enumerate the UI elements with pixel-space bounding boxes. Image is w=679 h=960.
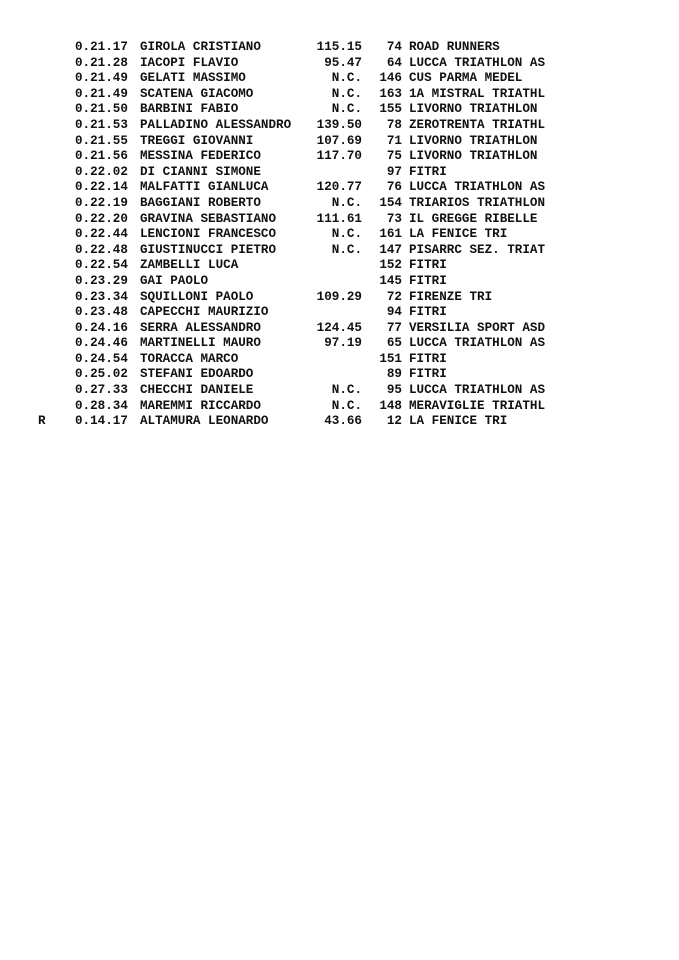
score-cell: N.C. bbox=[331, 398, 362, 413]
team-cell: LIVORNO TRIATHLON bbox=[409, 133, 538, 148]
score-cell: N.C. bbox=[331, 227, 362, 242]
team-cell: FITRI bbox=[409, 258, 447, 273]
athlete-name-cell: ZAMBELLI LUCA bbox=[140, 258, 239, 273]
time-cell: 0.21.49 bbox=[75, 86, 128, 101]
team-cell: FITRI bbox=[409, 351, 447, 366]
time-cell: 0.22.02 bbox=[75, 164, 128, 179]
time-cell: 0.23.48 bbox=[75, 305, 128, 320]
bib-number-cell: 71 bbox=[386, 133, 402, 148]
bib-number-cell: 72 bbox=[386, 289, 402, 304]
team-cell: LA FENICE TRI bbox=[409, 414, 508, 429]
bib-number-cell: 154 bbox=[379, 195, 402, 210]
result-row bbox=[0, 102, 679, 118]
score-cell: N.C. bbox=[331, 195, 362, 210]
result-row bbox=[0, 414, 679, 430]
score-cell: 120.77 bbox=[316, 180, 362, 195]
result-row bbox=[0, 227, 679, 243]
bib-number-cell: 161 bbox=[379, 227, 402, 242]
time-cell: 0.22.20 bbox=[75, 211, 128, 226]
athlete-name-cell: MALFATTI GIANLUCA bbox=[140, 180, 269, 195]
bib-number-cell: 77 bbox=[386, 320, 402, 335]
athlete-name-cell: SERRA ALESSANDRO bbox=[140, 320, 261, 335]
team-cell: LIVORNO TRIATHLON bbox=[409, 102, 538, 117]
athlete-name-cell: ALTAMURA LEONARDO bbox=[140, 414, 269, 429]
result-row bbox=[0, 321, 679, 337]
result-row bbox=[0, 258, 679, 274]
athlete-name-cell: CAPECCHI MAURIZIO bbox=[140, 305, 269, 320]
athlete-name-cell: CHECCHI DANIELE bbox=[140, 383, 254, 398]
time-cell: 0.22.14 bbox=[75, 180, 128, 195]
team-cell: FIRENZE TRI bbox=[409, 289, 493, 304]
score-cell: N.C. bbox=[331, 102, 362, 117]
team-cell: FITRI bbox=[409, 367, 447, 382]
time-cell: 0.21.53 bbox=[75, 117, 128, 132]
score-cell: 43.66 bbox=[324, 414, 362, 429]
time-cell: 0.21.49 bbox=[75, 71, 128, 86]
athlete-name-cell: GRAVINA SEBASTIANO bbox=[140, 211, 277, 226]
team-cell: LUCCA TRIATHLON AS bbox=[409, 55, 546, 70]
score-cell: 139.50 bbox=[316, 117, 362, 132]
result-row bbox=[0, 212, 679, 228]
bib-number-cell: 145 bbox=[379, 273, 402, 288]
bib-number-cell: 146 bbox=[379, 71, 402, 86]
team-cell: FITRI bbox=[409, 164, 447, 179]
athlete-name-cell: SCATENA GIACOMO bbox=[140, 86, 254, 101]
time-cell: 0.28.34 bbox=[75, 398, 128, 413]
team-cell: IL GREGGE RIBELLE bbox=[409, 211, 538, 226]
athlete-name-cell: STEFANI EDOARDO bbox=[140, 367, 254, 382]
bib-number-cell: 73 bbox=[386, 211, 402, 226]
bib-number-cell: 12 bbox=[386, 414, 402, 429]
team-cell: LUCCA TRIATHLON AS bbox=[409, 336, 546, 351]
bib-number-cell: 76 bbox=[386, 180, 402, 195]
athlete-name-cell: TORACCA MARCO bbox=[140, 351, 239, 366]
result-row bbox=[0, 383, 679, 399]
athlete-name-cell: LENCIONI FRANCESCO bbox=[140, 227, 277, 242]
athlete-name-cell: GIROLA CRISTIANO bbox=[140, 40, 261, 54]
athlete-name-cell: DI CIANNI SIMONE bbox=[140, 164, 261, 179]
result-row bbox=[0, 180, 679, 196]
score-cell: 115.15 bbox=[316, 40, 362, 54]
team-cell: 1A MISTRAL TRIATHL bbox=[409, 86, 546, 101]
athlete-name-cell: MARTINELLI MAURO bbox=[140, 336, 261, 351]
athlete-name-cell: MESSINA FEDERICO bbox=[140, 149, 261, 164]
result-row bbox=[0, 71, 679, 87]
bib-number-cell: 151 bbox=[379, 351, 402, 366]
result-row bbox=[0, 134, 679, 150]
score-cell: N.C. bbox=[331, 242, 362, 257]
athlete-name-cell: PALLADINO ALESSANDRO bbox=[140, 117, 292, 132]
team-cell: LUCCA TRIATHLON AS bbox=[409, 180, 546, 195]
flag-cell: R bbox=[38, 414, 46, 429]
score-cell: 124.45 bbox=[316, 320, 362, 335]
athlete-name-cell: BARBINI FABIO bbox=[140, 102, 239, 117]
score-cell: 117.70 bbox=[316, 149, 362, 164]
result-row bbox=[0, 336, 679, 352]
team-cell: LIVORNO TRIATHLON bbox=[409, 149, 538, 164]
result-row bbox=[0, 367, 679, 383]
bib-number-cell: 94 bbox=[386, 305, 402, 320]
score-cell: 111.61 bbox=[316, 211, 362, 226]
bib-number-cell: 78 bbox=[386, 117, 402, 132]
score-cell: N.C. bbox=[331, 86, 362, 101]
time-cell: 0.23.34 bbox=[75, 289, 128, 304]
athlete-name-cell: SQUILLONI PAOLO bbox=[140, 289, 254, 304]
time-cell: 0.22.19 bbox=[75, 195, 128, 210]
time-cell: 0.21.56 bbox=[75, 149, 128, 164]
time-cell: 0.24.46 bbox=[75, 336, 128, 351]
bib-number-cell: 163 bbox=[379, 86, 402, 101]
time-cell: 0.22.44 bbox=[75, 227, 128, 242]
bib-number-cell: 152 bbox=[379, 258, 402, 273]
score-cell: 107.69 bbox=[316, 133, 362, 148]
result-row bbox=[0, 149, 679, 165]
result-row bbox=[0, 274, 679, 290]
score-cell: 95.47 bbox=[324, 55, 362, 70]
results-list bbox=[0, 40, 679, 430]
time-cell: 0.24.54 bbox=[75, 351, 128, 366]
bib-number-cell: 147 bbox=[379, 242, 402, 257]
score-cell: N.C. bbox=[331, 71, 362, 86]
athlete-name-cell: MAREMMI RICCARDO bbox=[140, 398, 261, 413]
bib-number-cell: 148 bbox=[379, 398, 402, 413]
time-cell: 0.27.33 bbox=[75, 383, 128, 398]
time-cell: 0.21.17 bbox=[75, 40, 128, 54]
result-row bbox=[0, 399, 679, 415]
time-cell: 0.14.17 bbox=[75, 414, 128, 429]
result-row bbox=[0, 40, 679, 56]
score-cell: N.C. bbox=[331, 383, 362, 398]
team-cell: LUCCA TRIATHLON AS bbox=[409, 383, 546, 398]
time-cell: 0.22.48 bbox=[75, 242, 128, 257]
team-cell: PISARRC SEZ. TRIAT bbox=[409, 242, 546, 257]
bib-number-cell: 64 bbox=[386, 55, 402, 70]
team-cell: FITRI bbox=[409, 305, 447, 320]
time-cell: 0.21.55 bbox=[75, 133, 128, 148]
athlete-name-cell: GELATI MASSIMO bbox=[140, 71, 246, 86]
team-cell: ZEROTRENTA TRIATHL bbox=[409, 117, 546, 132]
time-cell: 0.22.54 bbox=[75, 258, 128, 273]
time-cell: 0.21.28 bbox=[75, 55, 128, 70]
time-cell: 0.24.16 bbox=[75, 320, 128, 335]
team-cell: TRIARIOS TRIATHLON bbox=[409, 195, 546, 210]
athlete-name-cell: IACOPI FLAVIO bbox=[140, 55, 239, 70]
result-row bbox=[0, 196, 679, 212]
result-row bbox=[0, 243, 679, 259]
athlete-name-cell: TREGGI GIOVANNI bbox=[140, 133, 254, 148]
team-cell: ROAD RUNNERS bbox=[409, 40, 500, 54]
result-row bbox=[0, 165, 679, 181]
bib-number-cell: 74 bbox=[386, 40, 402, 54]
bib-number-cell: 95 bbox=[386, 383, 402, 398]
athlete-name-cell: GAI PAOLO bbox=[140, 273, 209, 288]
score-cell: 109.29 bbox=[316, 289, 362, 304]
team-cell: MERAVIGLIE TRIATHL bbox=[409, 398, 546, 413]
team-cell: FITRI bbox=[409, 273, 447, 288]
result-row bbox=[0, 352, 679, 368]
athlete-name-cell: GIUSTINUCCI PIETRO bbox=[140, 242, 277, 257]
result-row bbox=[0, 56, 679, 72]
bib-number-cell: 89 bbox=[386, 367, 402, 382]
bib-number-cell: 75 bbox=[386, 149, 402, 164]
result-row bbox=[0, 87, 679, 103]
result-row bbox=[0, 290, 679, 306]
score-cell: 97.19 bbox=[324, 336, 362, 351]
team-cell: VERSILIA SPORT ASD bbox=[409, 320, 546, 335]
athlete-name-cell: BAGGIANI ROBERTO bbox=[140, 195, 261, 210]
bib-number-cell: 155 bbox=[379, 102, 402, 117]
result-row bbox=[0, 305, 679, 321]
bib-number-cell: 97 bbox=[386, 164, 402, 179]
team-cell: CUS PARMA MEDEL bbox=[409, 71, 523, 86]
time-cell: 0.23.29 bbox=[75, 273, 128, 288]
time-cell: 0.25.02 bbox=[75, 367, 128, 382]
team-cell: LA FENICE TRI bbox=[409, 227, 508, 242]
time-cell: 0.21.50 bbox=[75, 102, 128, 117]
bib-number-cell: 65 bbox=[386, 336, 402, 351]
result-row bbox=[0, 118, 679, 134]
